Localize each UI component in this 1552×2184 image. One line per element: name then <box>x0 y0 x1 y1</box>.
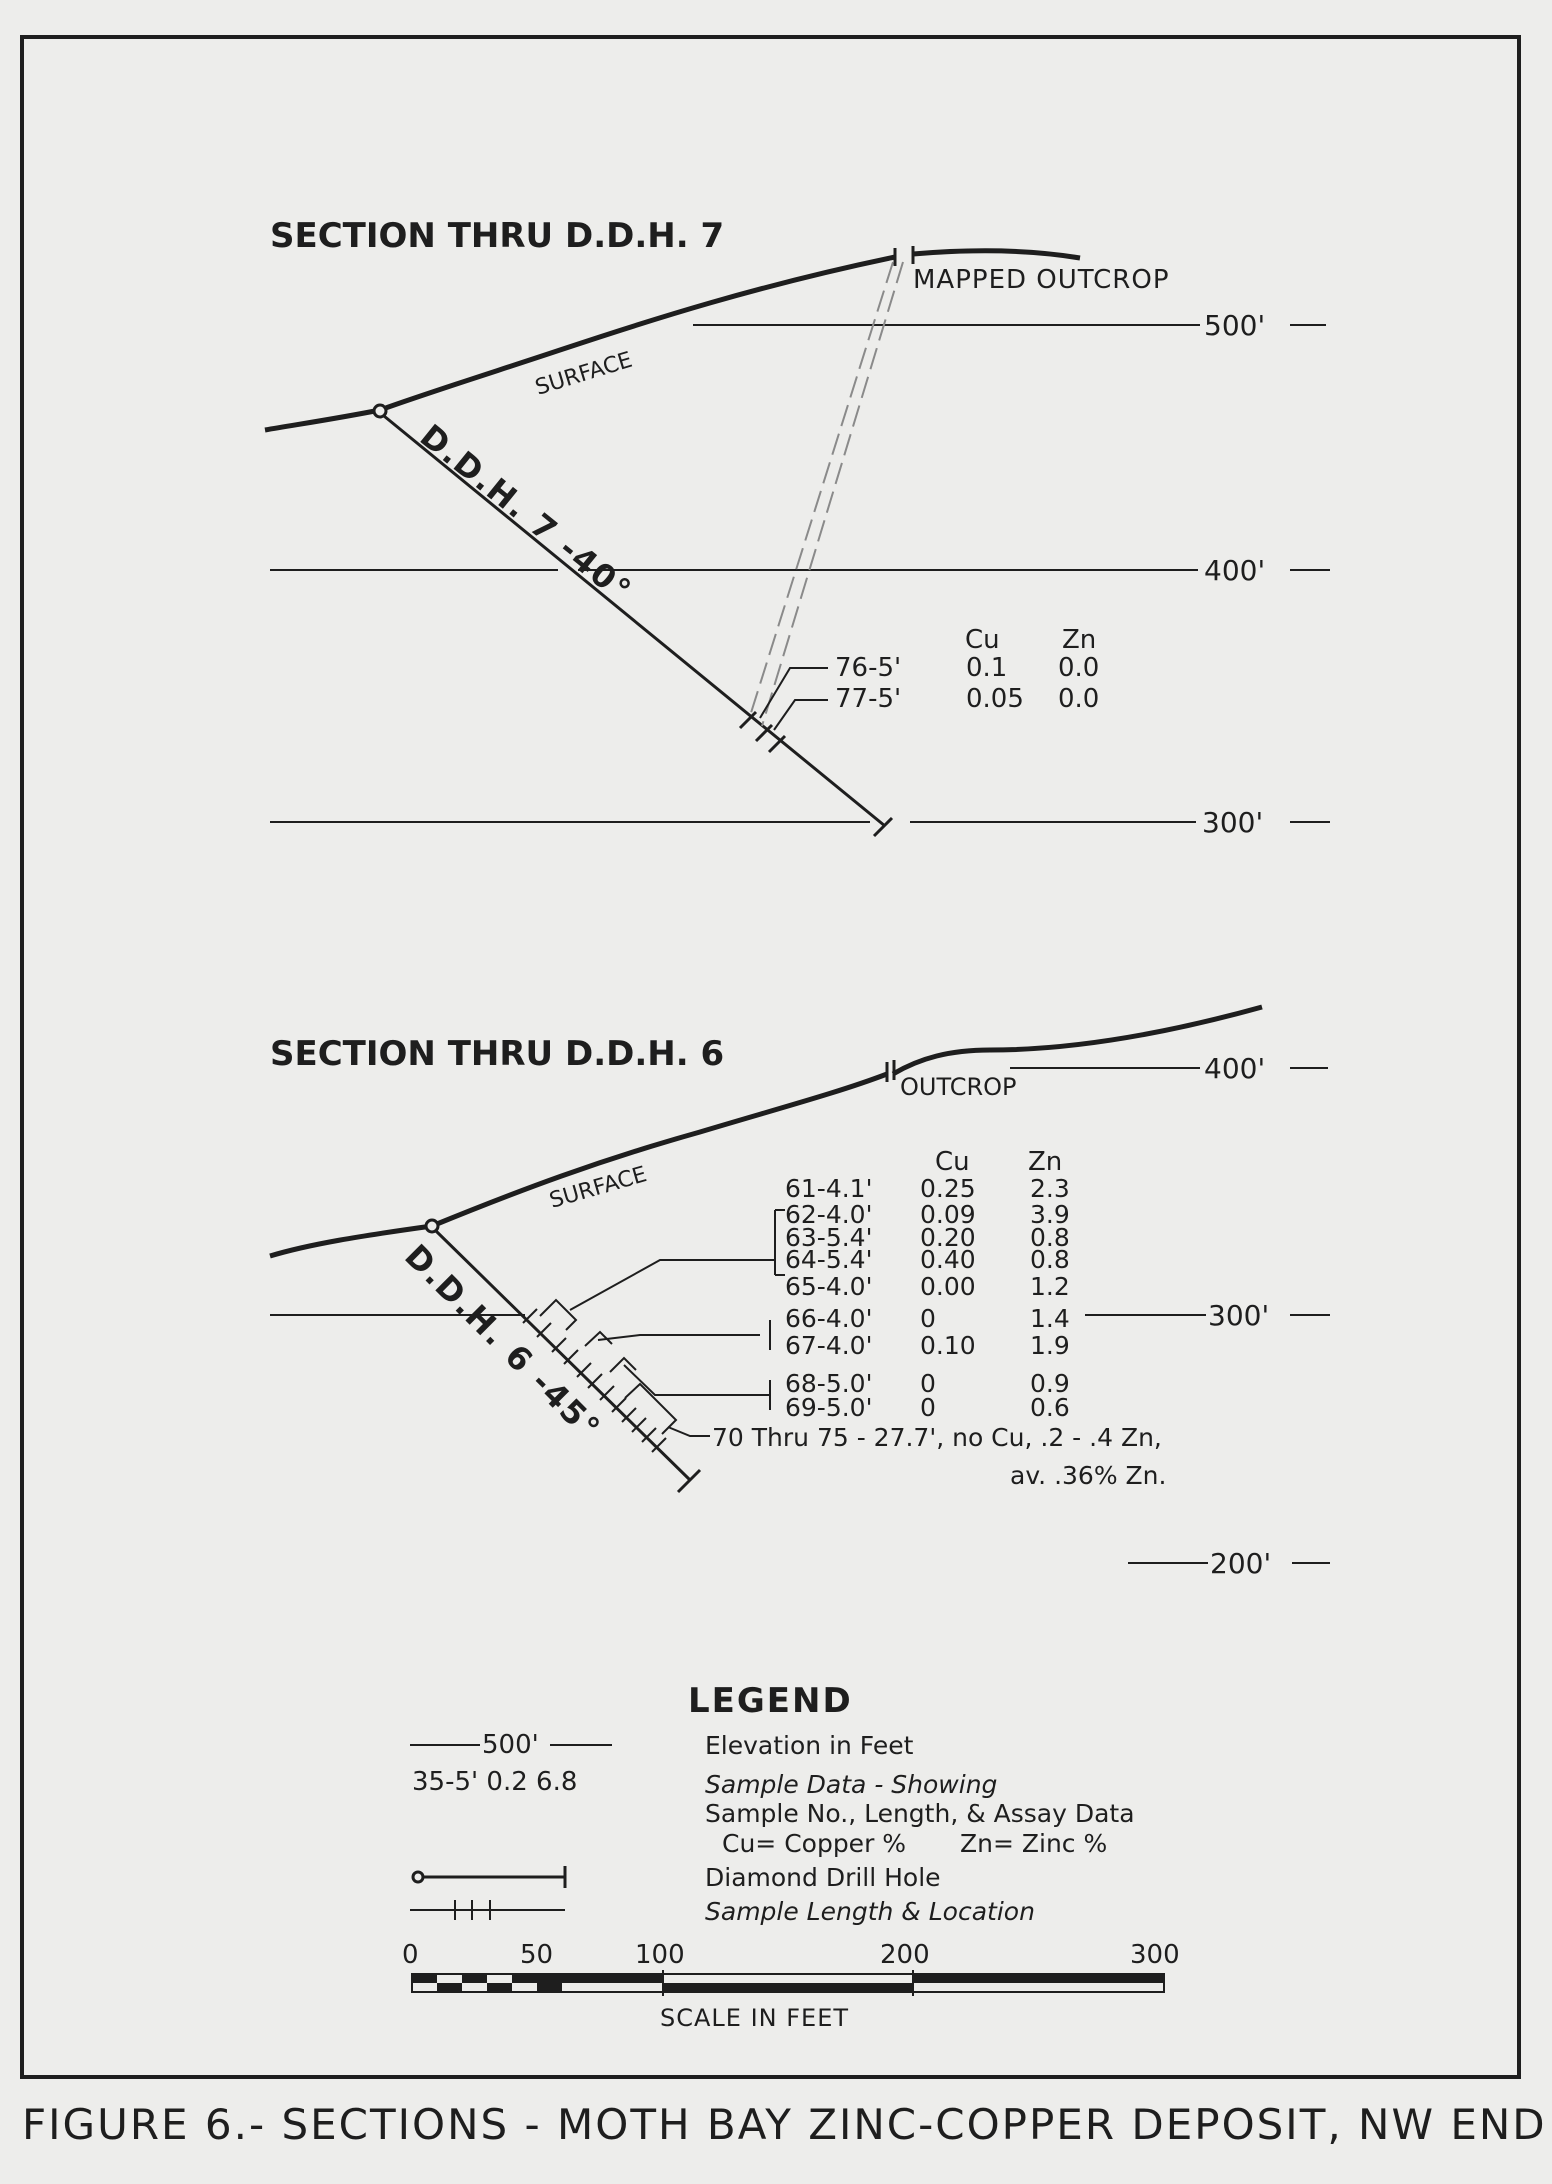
sample-id: 63-5.4' <box>785 1223 873 1252</box>
projection-line-a <box>750 262 893 716</box>
sample-cu: 0.10 <box>920 1331 976 1360</box>
sample-zn: 0.0 <box>1058 684 1100 714</box>
sample-cu: 0.40 <box>920 1245 976 1274</box>
leader-77 <box>774 700 828 730</box>
sample-zn: 0.8 <box>1030 1223 1070 1252</box>
surface-profile-7 <box>265 257 895 430</box>
sample-id: 69-5.0' <box>785 1393 873 1422</box>
legend-elev-sample: 500' <box>482 1730 539 1760</box>
sample-cu: 0 <box>920 1304 936 1333</box>
sample-id: 66-4.0' <box>785 1304 873 1333</box>
legend <box>410 1681 1135 1926</box>
outcrop-profile-7 <box>913 251 1080 258</box>
sample-id: 61-4.1' <box>785 1174 873 1203</box>
sample-zn: 1.4 <box>1030 1304 1070 1333</box>
scale-tick-label: 100 <box>635 1940 685 1970</box>
scale-segment <box>537 1974 663 1983</box>
outcrop-label-6: OUTCROP <box>900 1073 1017 1101</box>
scale-label: SCALE IN FEET <box>660 2004 850 2032</box>
sample-id: 65-4.0' <box>785 1272 873 1301</box>
sample-cu: 0 <box>920 1393 936 1422</box>
legend-title: LEGEND <box>688 1681 853 1721</box>
scale-segment <box>537 1983 562 1992</box>
legend-sample-label-2: Sample No., Length, & Assay Data <box>705 1799 1135 1828</box>
legend-ddh-collar <box>413 1872 423 1882</box>
scale-segment <box>512 1974 537 1983</box>
section-ddh7 <box>265 216 1330 839</box>
scale-segment <box>412 1974 437 1983</box>
ddh7-label: D.D.H. 7 -40° <box>412 416 640 611</box>
legend-sample-len-label: Sample Length & Location <box>705 1897 1035 1926</box>
ddh6-label: D.D.H. 6 -45° <box>397 1236 609 1449</box>
scale-segment <box>462 1974 487 1983</box>
sample-id: 68-5.0' <box>785 1369 873 1398</box>
bracket-68-69 <box>610 1358 636 1372</box>
assay-table-7 <box>835 625 1099 714</box>
leader-70-75 <box>668 1427 710 1436</box>
elev-label-200: 200' <box>1210 1547 1272 1580</box>
section6-title: SECTION THRU D.D.H. 6 <box>270 1034 725 1074</box>
legend-ddh-label: Diamond Drill Hole <box>705 1863 941 1892</box>
col-head-cu: Cu <box>965 625 1000 655</box>
sample-cu: 0.1 <box>966 653 1008 683</box>
sample-zn: 0.6 <box>1030 1393 1070 1422</box>
outcrop-label-7: MAPPED OUTCROP <box>913 265 1170 295</box>
ddh7-collar <box>374 405 386 417</box>
col-head-cu: Cu <box>935 1147 970 1177</box>
leader-76 <box>760 668 828 718</box>
scale-tick-label: 300 <box>1130 1940 1180 1970</box>
section7-title: SECTION THRU D.D.H. 7 <box>270 216 725 256</box>
sample-zn: 0.8 <box>1030 1245 1070 1274</box>
col-head-zn: Zn <box>1062 625 1097 655</box>
note-70-75: 70 Thru 75 - 27.7', no Cu, .2 - .4 Zn, <box>712 1423 1162 1452</box>
scale-bar <box>402 1940 1180 2032</box>
elev-label-300b: 300' <box>1208 1299 1270 1332</box>
elev-label-500: 500' <box>1204 309 1266 342</box>
scale-segment <box>437 1983 462 1992</box>
bracket-61-65 <box>540 1300 576 1330</box>
sample-id: 67-4.0' <box>785 1331 873 1360</box>
sample-cu: 0.00 <box>920 1272 976 1301</box>
section-ddh6 <box>270 1007 1330 1580</box>
sample-zn: 0.0 <box>1058 653 1100 683</box>
elev-label-400b: 400' <box>1204 1052 1266 1085</box>
legend-sample-label: Sample Data - Showing <box>705 1770 998 1799</box>
legend-sample-example: 35-5' 0.2 6.8 <box>412 1767 578 1797</box>
surface-label-7: SURFACE <box>532 347 636 401</box>
scale-tick-label: 50 <box>520 1940 554 1970</box>
sample-id: 77-5' <box>835 684 902 714</box>
sample-id: 64-5.4' <box>785 1245 873 1274</box>
legend-zn-def: Zn= Zinc % <box>960 1829 1108 1858</box>
legend-elev-label: Elevation in Feet <box>705 1731 914 1760</box>
sample-zn: 2.3 <box>1030 1174 1070 1203</box>
sample-rows <box>785 1174 1070 1422</box>
col-head-zn: Zn <box>1028 1147 1063 1177</box>
scale-tick-label: 200 <box>880 1940 930 1970</box>
sample-zn: 0.9 <box>1030 1369 1070 1398</box>
sample-cu: 0 <box>920 1369 936 1398</box>
scale-segment <box>663 1983 913 1992</box>
elev-label-300: 300' <box>1202 806 1264 839</box>
surface-label-6: SURFACE <box>546 1162 650 1214</box>
legend-cu-def: Cu= Copper % <box>722 1829 907 1858</box>
sample-zn: 1.9 <box>1030 1331 1070 1360</box>
sample-cu: 0.05 <box>966 684 1024 714</box>
figure-caption: FIGURE 6.- SECTIONS - MOTH BAY ZINC-COPPER DEPOSIT, NW END <box>22 2100 1547 2149</box>
note-average: av. .36% Zn. <box>1010 1461 1167 1490</box>
sample-id: 76-5' <box>835 653 902 683</box>
sample-cu: 0.20 <box>920 1223 976 1252</box>
elev-label-400: 400' <box>1204 554 1266 587</box>
scale-segment <box>487 1983 512 1992</box>
sample-cu: 0.25 <box>920 1174 976 1203</box>
assay-table-6 <box>712 1147 1166 1490</box>
leader-61-65 <box>570 1260 775 1310</box>
scale-segment <box>913 1974 1164 1983</box>
ddh6-collar <box>426 1220 438 1232</box>
sample-zn: 3.9 <box>1030 1200 1070 1229</box>
sample-cu: 0.09 <box>920 1200 976 1229</box>
scale-tick-label: 0 <box>402 1940 419 1970</box>
ddh6-trace <box>436 1231 690 1480</box>
sample-zn: 1.2 <box>1030 1272 1070 1301</box>
leader-66-67 <box>598 1335 760 1340</box>
sample-id: 62-4.0' <box>785 1200 873 1229</box>
